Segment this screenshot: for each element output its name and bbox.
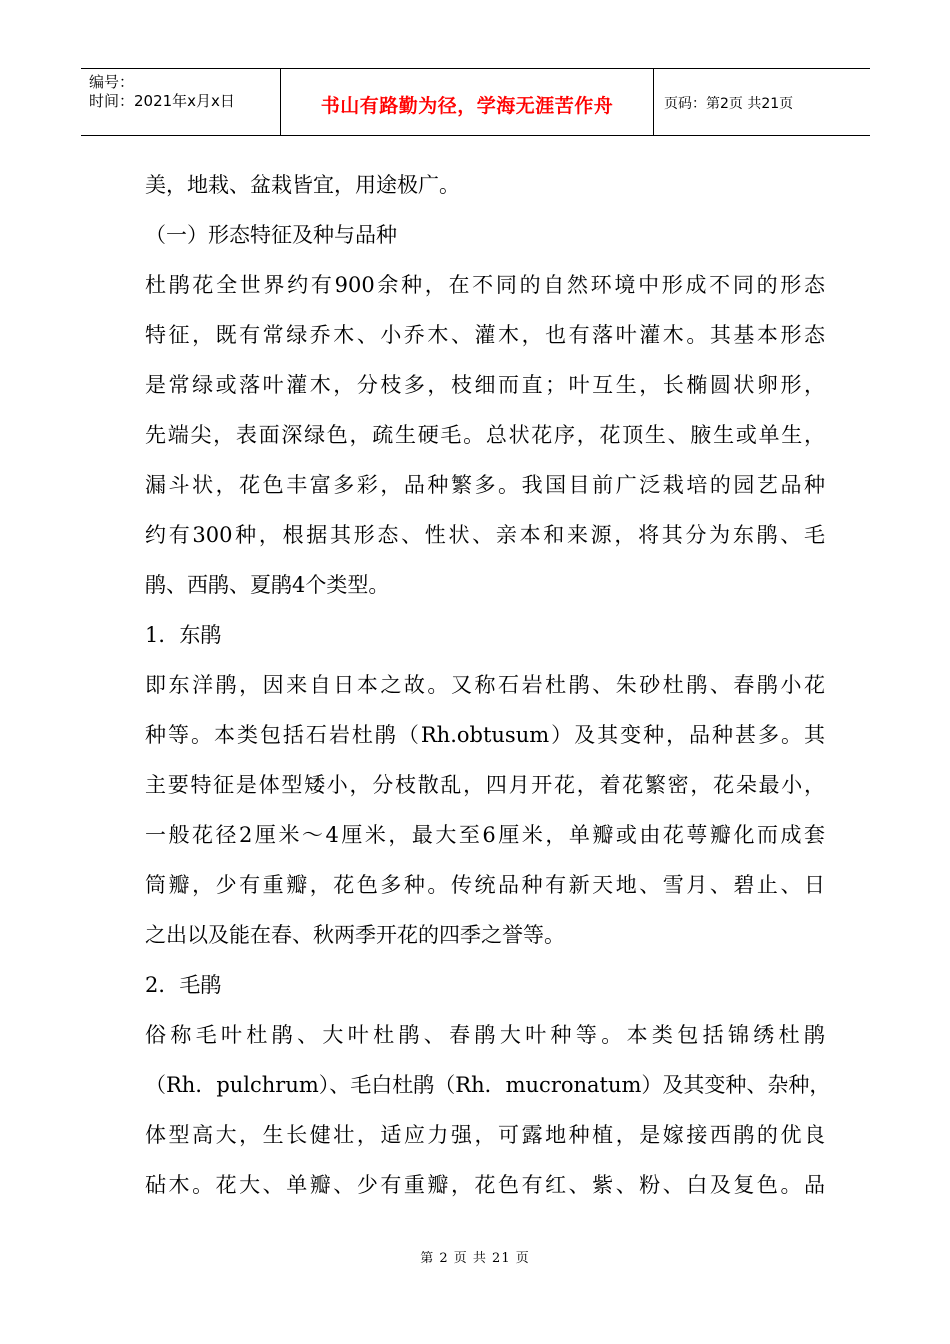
body-line: 一般花径2厘米～4厘米，最大至6厘米，单瓣或由花萼瓣化而成套: [145, 823, 825, 847]
document-body: [145, 160, 831, 1210]
body-line: 先端尖，表面深绿色，疏生硬毛。总状花序，花顶生、腋生或单生，: [145, 423, 825, 447]
body-line: 俗称毛叶杜鹃、大叶杜鹃、春鹃大叶种等。本类包括锦绣杜鹃: [145, 1023, 825, 1047]
body-line: 约有300种，根据其形态、性状、亲本和来源，将其分为东鹃、毛: [145, 523, 825, 547]
header-page-cell: [654, 69, 870, 135]
subsection-heading: 2．毛鹃: [145, 973, 222, 997]
body-line: 之出以及能在春、秋两季开花的四季之誉等。: [145, 923, 565, 947]
page-footer: 第 2 页 共 21 页: [420, 1251, 530, 1266]
body-line: 漏斗状，花色丰富多彩，品种繁多。我国目前广泛栽培的园艺品种: [145, 473, 825, 497]
body-line: 主要特征是体型矮小，分枝散乱，四月开花，着花繁密，花朵最小，: [145, 773, 825, 797]
body-line: （Rh．pulchrum）、毛白杜鹃（Rh．mucronatum）及其变种、杂种，: [145, 1073, 831, 1097]
subsection-heading: 1．东鹃: [145, 623, 222, 647]
header-motto-cell: [281, 69, 654, 135]
document-header: [81, 68, 870, 136]
body-line: 即东洋鹃，因来自日本之故。又称石岩杜鹃、朱砂杜鹃、春鹃小花: [145, 673, 825, 697]
body-line: 种等。本类包括石岩杜鹃（Rh.obtusum）及其变种，品种甚多。其: [145, 723, 825, 747]
header-meta-cell: [81, 69, 281, 135]
date-label: 时间：2021年x月x日: [89, 92, 235, 110]
body-line: 鹃、西鹃、夏鹃4个类型。: [145, 573, 390, 597]
serial-label: 编号：: [89, 73, 135, 91]
section-heading: （一）形态特征及种与品种: [145, 223, 397, 247]
header-motto: 书山有路勤为径，学海无涯苦作舟: [320, 94, 614, 117]
body-line: 是常绿或落叶灌木，分枝多，枝细而直；叶互生，长椭圆状卵形，: [145, 373, 825, 397]
body-line: 杜鹃花全世界约有900余种，在不同的自然环境中形成不同的形态: [145, 273, 825, 297]
body-line: 筒瓣，少有重瓣，花色多种。传统品种有新天地、雪月、碧止、日: [145, 873, 825, 897]
body-line: 特征，既有常绿乔木、小乔木、灌木，也有落叶灌木。其基本形态: [145, 323, 825, 347]
header-page-code: 页码：第2页 共21页: [664, 96, 794, 112]
body-line: 体型高大，生长健壮，适应力强，可露地种植，是嫁接西鹃的优良: [145, 1123, 825, 1147]
body-line: 砧木。花大、单瓣、少有重瓣，花色有红、紫、粉、白及复色。品: [145, 1173, 825, 1197]
body-line: 美，地栽、盆栽皆宜，用途极广。: [145, 173, 460, 197]
